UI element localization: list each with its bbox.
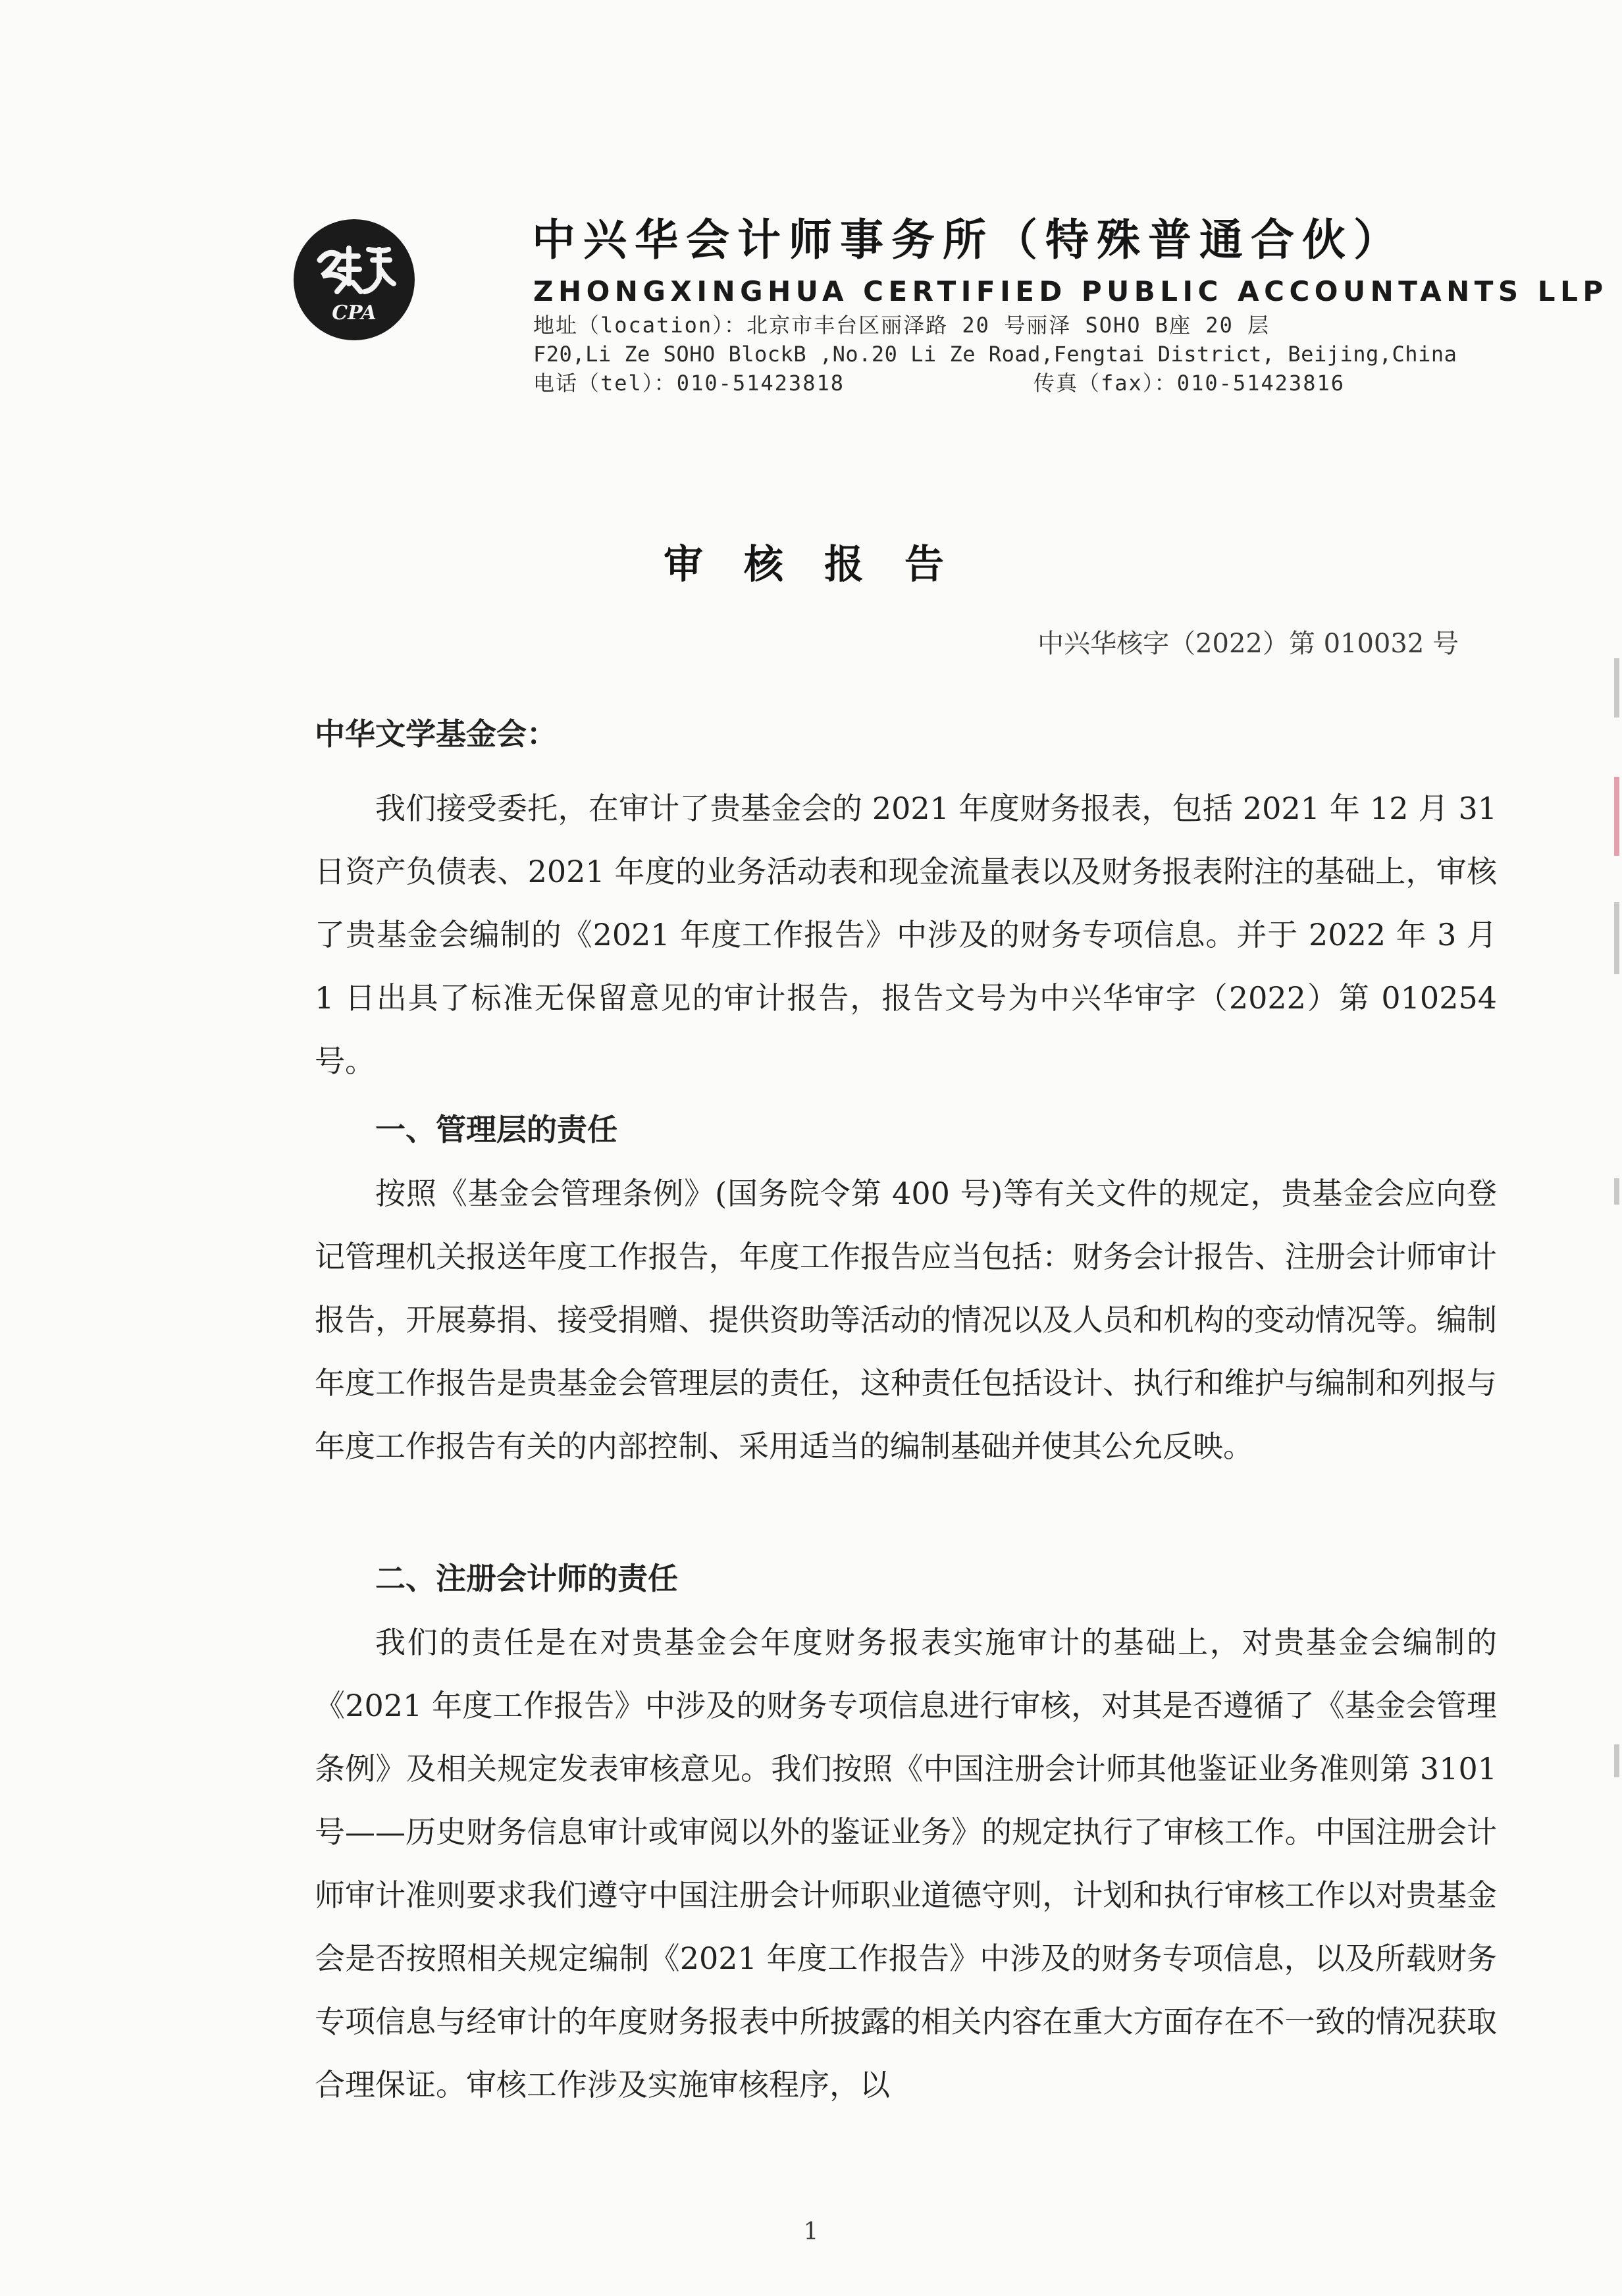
section-heading-management: 一、管理层的责任 [375,1112,617,1147]
firm-contact-line [533,369,1494,398]
scan-edge-mark [1614,902,1619,974]
scan-edge-mark [1614,777,1619,856]
cpa-calligraphy-seal-icon [288,214,420,346]
firm-fax: 传真（fax）：010-51423816 [1033,371,1345,396]
page-number: 1 [803,2218,819,2245]
scan-edge-mark [1614,658,1619,718]
firm-address-english: F20,Li Ze SOHO BlockB ,No.20 Li Ze Road,Fengtai District, Beijing,China [533,342,1457,367]
firm-name-chinese: 中兴华会计师事务所（特殊普通合伙） [532,215,1405,265]
document-title: 审核报告 [664,542,985,588]
scan-edge-mark [1614,1178,1619,1205]
salutation: 中华文学基金会： [315,716,557,752]
document-reference-number: 中兴华核字（2022）第 010032 号 [1037,629,1459,659]
paragraph-intro: 我们接受委托，在审计了贵基金会的 2021 年度财务报表，包括 2021 年 12 月 31 日资产负债表、2021 年度的业务活动表和现金流量表以及财务报表附注的基础上，审核了贵基金会编制的《2021 年度工作报告》中涉及的财务专项信息。并于 2022 年 3 月 1 日出具了标准无保留意见的审计报告，报告文号为中兴华审字（2022）第 010254 号。 [315,791,1497,1079]
firm-name-english: ZHONGXINGHUA CERTIFIED PUBLIC ACCOUNTANTS LLP [533,275,1608,307]
paragraph-auditor-responsibility: 我们的责任是在对贵基金会年度财务报表实施审计的基础上，对贵基金会编制的《2021 年度工作报告》中涉及的财务专项信息进行审核，对其是否遵循了《基金会管理条例》及相关规定发表审核意见。我们按照《中国注册会计师其他鉴证业务准则第 3101 号——历史财务信息审计或审阅以外的鉴证业务》的规定执行了审核工作。中国注册会计师审计准则要求我们遵守中国注册会计师职业道德守则，计划和执行审核工作以对贵基金会是否按照相关规定编制《2021 年度工作报告》中涉及的财务专项信息，以及所载财务专项信息与经审计的年度财务报表中所披露的相关内容在重大方面存在不一致的情况获取合理保证。审核工作涉及实施审核程序，以 [315,1625,1497,2102]
section-heading-auditor: 二、注册会计师的责任 [375,1561,678,1596]
paragraph-management-responsibility: 按照《基金会管理条例》(国务院令第 400 号)等有关文件的规定，贵基金会应向登记管理机关报送年度工作报告，年度工作报告应当包括：财务会计报告、注册会计师审计报告，开展募捐、接受捐赠、提供资助等活动的情况以及人员和机构的变动情况等。编制年度工作报告是贵基金会管理层的责任，这种责任包括设计、执行和维护与编制和列报与年度工作报告有关的内部控制、采用适当的编制基础并使其公允反映。 [315,1176,1497,1464]
svg-text:CPA: CPA [332,301,377,325]
firm-address-chinese: 地址（location）：北京市丰台区丽泽路 20 号丽泽 SOHO B座 20 层 [533,313,1270,338]
scan-edge-mark [1614,1744,1619,1777]
firm-telephone: 电话（tel）：010-51423818 [533,371,845,396]
